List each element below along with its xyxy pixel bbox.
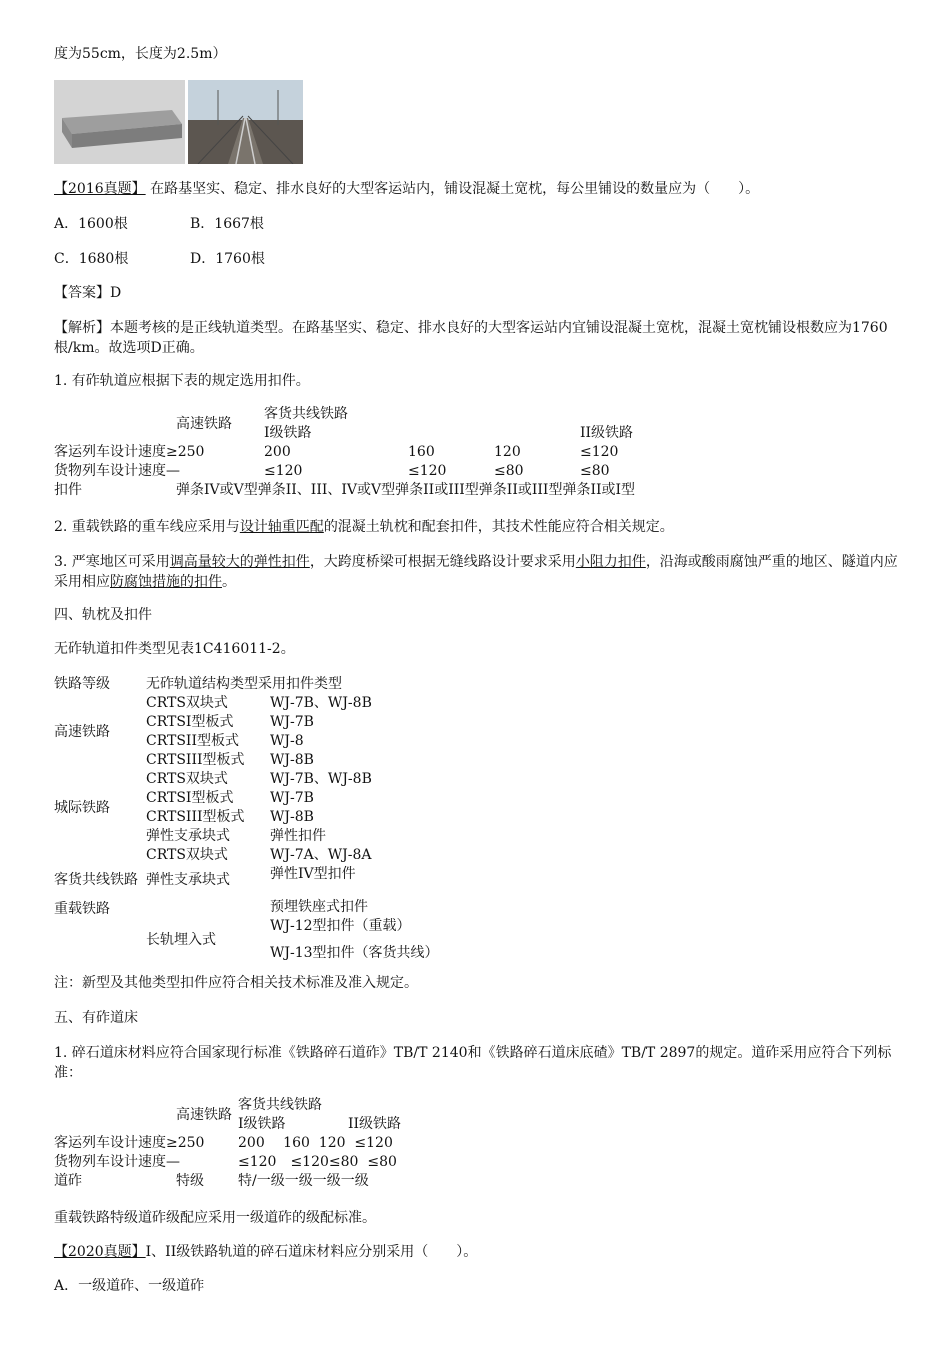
heavy-haul-note: 重载铁路特级道砟级配应采用一级道砟的级配标准。: [54, 1210, 376, 1226]
group-high-speed: 高速铁路: [54, 723, 110, 740]
table-row: CRTSI型板式 WJ-7B: [146, 790, 314, 806]
answer: 【答案】D: [54, 285, 122, 301]
fastener-table-ballasted: [54, 405, 670, 500]
analysis: 【解析】本题考核的是正线轨道类型。在路基坚实、稳定、排水良好的大型客运站内宜铺设混凝土宽枕，混凝土宽枕铺设根数应为1760根/km。故选项D正确。: [54, 320, 888, 356]
table-row: 货物列车设计速度— ≤120 ≤120≤80 ≤80: [54, 1154, 397, 1170]
table-row: 重载铁路 预埋铁座式扣件: [54, 890, 439, 917]
section-4-intro: 无砟轨道扣件类型见表1C416011-2。: [54, 641, 295, 657]
group-intercity: 城际铁路: [54, 799, 110, 816]
group-heavy: 重载铁路: [54, 901, 110, 917]
table-note: 注：新型及其他类型扣件应符合相关技术标准及准入规定。: [54, 975, 418, 991]
section-5-item-1: 1. 碎石道床材料应符合国家现行标准《铁路碎石道砟》TB/T 2140和《铁路碎石道床底碴》TB/T 2897的规定。道砟采用应符合下列标准：: [54, 1045, 892, 1081]
ballast-table: 高速铁路 客货共线铁路 I级铁路 II级铁路 客运列车设计速度≥250 200 160 120 ≤120 货物列车设计速度— ≤120 ≤120≤80 ≤80 道砟 特级 特/一级一级一级一级: [54, 1097, 402, 1189]
question-2020-option-a: A．一级道砟、一级道砟: [54, 1278, 205, 1294]
option-d: D．1760根: [190, 251, 265, 267]
option-a: A．1600根: [54, 216, 128, 232]
table-row: 城际铁路 CRTS双块式 WJ-7B、WJ-8B: [54, 770, 439, 789]
group-mixed: 客货共线铁路: [54, 872, 138, 888]
fastener-table-ballastless: 铁路等级 无砟轨道结构类型采用扣件类型 高速铁路 CRTS双块式 WJ-7B、WJ-8B CRTSI型板式 WJ-7B CRTSII型板式 WJ-8 CRTSIII型板式 WJ-8B 城际铁路 CRTS双块式 WJ-7B、WJ-8B CRTSI型板式 WJ-7B CRTSIII型板式 WJ-8B 弹性支承块式 弹性扣件 客货共线铁路 CRTS双块式 WJ-7A、WJ-8A 弹性支承块式 弹性IV型扣件 重载铁路 预埋铁座式扣件 长轨埋入式 WJ-12型扣件（重载） WJ-13型扣件（客货共线）: [54, 676, 439, 961]
question-2016: [54, 180, 759, 199]
option-c: C．1680根: [54, 251, 129, 267]
table-row: CRTSI型板式 WJ-7B: [146, 714, 314, 730]
table-row: 客运列车设计速度≥250 200 160 120 ≤120: [54, 444, 619, 460]
t1-header-grade-i: I级铁路: [264, 425, 312, 441]
table-row: CRTSII型板式 WJ-8: [146, 733, 304, 749]
table-row: CRTSIII型板式 WJ-8B: [146, 809, 314, 825]
t1-header-high-speed: 高速铁路: [176, 416, 232, 432]
table-row: 长轨埋入式 WJ-12型扣件（重载）: [146, 918, 411, 948]
table-row: 道砟 特级 特/一级一级一级一级: [54, 1173, 369, 1189]
item-1: 1. 有砟轨道应根据下表的规定选用扣件。: [54, 373, 310, 389]
table-row: 弹性支承块式 弹性IV型扣件: [146, 866, 356, 888]
table-row: CRTSIII型板式 WJ-8B: [146, 752, 314, 768]
railway-track-image: [188, 80, 303, 164]
item-2: 2. 重载铁路的重车线应采用与设计轴重匹配的混凝土轨枕和配套扣件，其技术性能应符合相关规定。: [54, 519, 674, 535]
question-2016-text: 在路基坚实、稳定、排水良好的大型客运站内，铺设混凝土宽枕，每公里铺设的数量应为（ ）。: [150, 181, 760, 197]
question-2016-tag: 【2016真题】: [54, 181, 146, 197]
sleeper-image: [54, 80, 185, 164]
question-2020-text: I、II级铁路轨道的碎石道床材料应分别采用（ ）。: [145, 1244, 478, 1260]
table-row: WJ-13型扣件（客货共线）: [270, 945, 439, 961]
continued-text: 度为55cm，长度为2.5m）: [54, 46, 227, 62]
table-row: 弹性支承块式 弹性扣件: [146, 828, 326, 844]
question-2020: [54, 1243, 477, 1262]
table-row: 客货共线铁路 CRTS双块式 WJ-7A、WJ-8A: [54, 847, 372, 888]
table-row: 高速铁路 CRTS双块式 WJ-7B、WJ-8B: [54, 694, 439, 713]
table-row: 货物列车设计速度— ≤120 ≤120 ≤80 ≤80: [54, 463, 610, 479]
item-3: 3. 严寒地区可采用调高量较大的弹性扣件，大跨度桥梁可根据无缝线路设计要求采用小阻力扣件，沿海或酸雨腐蚀严重的地区、隧道内应采用相应防腐蚀措施的扣件。: [54, 554, 898, 590]
option-b: B．1667根: [190, 216, 264, 232]
table-row: 扣件 弹条IV或V型弹条II、III、IV或V型弹条II或III型弹条II或III型弹条II或I型: [54, 482, 636, 498]
section-5-heading: 五、有砟道床: [54, 1010, 138, 1026]
table-row: 客运列车设计速度≥250 200 160 120 ≤120: [54, 1135, 393, 1151]
question-2020-tag: 【2020真题】: [54, 1244, 146, 1260]
section-4-heading: 四、轨枕及扣件: [54, 607, 152, 623]
t1-header-grade-ii: II级铁路: [580, 425, 634, 441]
t1-header-mixed: 客货共线铁路: [264, 406, 348, 422]
